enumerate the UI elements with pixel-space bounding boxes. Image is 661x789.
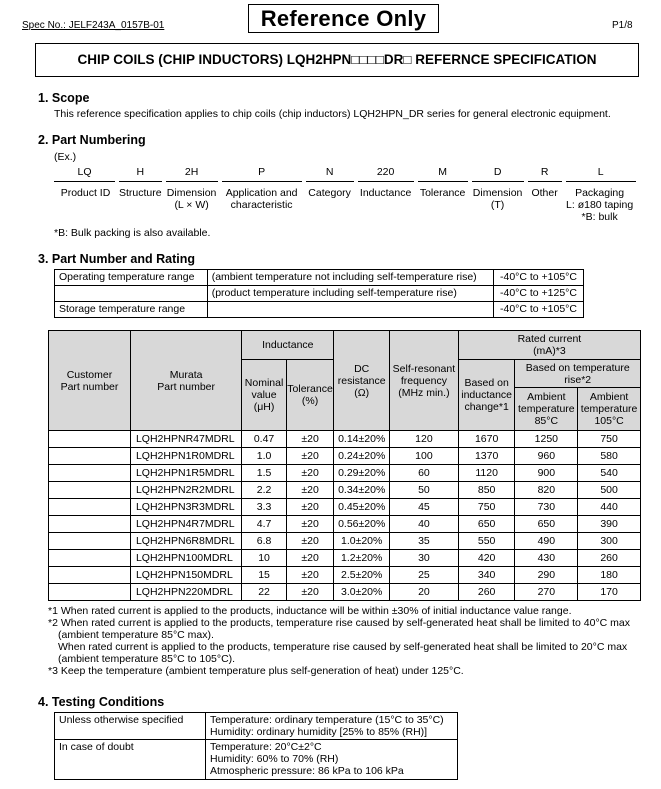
label-product-id: Product ID (60, 186, 111, 199)
header-tolerance: Tolerance (%) (286, 360, 334, 431)
murata-part-cell: LQH2HPN2R2MDRL (130, 482, 241, 499)
self-resonant-cell: 30 (390, 550, 459, 567)
note-3: *3 Keep the temperature (ambient temperature plus self-generation of heat) under 125°C. (48, 665, 464, 677)
rated-105c-cell: 500 (578, 482, 641, 499)
label-tolerance: Tolerance (419, 186, 466, 199)
nominal-cell: 4.7 (242, 516, 287, 533)
rated-85c-cell: 1250 (515, 431, 578, 448)
code-inductance: 220 (356, 166, 416, 181)
nominal-cell: 3.3 (242, 499, 287, 516)
murata-part-cell: LQH2HPN6R8MDRL (130, 533, 241, 550)
testing-label-default: Unless otherwise specified (55, 713, 206, 740)
dc-resistance-cell: 1.0±20% (334, 533, 390, 550)
dc-resistance-cell: 2.5±20% (334, 567, 390, 584)
operating-temp-desc-ambient: (ambient temperature not including self-temperature rise) (207, 270, 493, 286)
nominal-cell: 1.5 (242, 465, 287, 482)
header-based-inductance: Based on inductance change*1 (458, 360, 515, 431)
bulk-note: *B: Bulk packing is also available. (54, 227, 211, 239)
testing-default-temperature: Temperature: ordinary temperature (15°C to 35°C) (210, 714, 444, 726)
rating-row (49, 465, 641, 482)
note-1: *1 When rated current is applied to the products, inductance will be within ±30% of initial inductance value range. (48, 605, 572, 617)
code-structure: H (117, 166, 164, 181)
rating-table (48, 330, 641, 601)
storage-temp-value: -40°C to +105°C (493, 302, 583, 318)
rated-85c-cell: 730 (515, 499, 578, 516)
murata-part-cell: LQH2HPN220MDRL (130, 584, 241, 601)
murata-part-cell: LQH2HPN150MDRL (130, 567, 241, 584)
tolerance-cell: ±20 (286, 533, 334, 550)
dc-resistance-cell: 1.2±20% (334, 550, 390, 567)
dc-resistance-cell: 0.45±20% (334, 499, 390, 516)
rated-105c-cell: 170 (578, 584, 641, 601)
temperature-conditions-table (54, 269, 584, 318)
tolerance-cell: ±20 (286, 516, 334, 533)
rating-heading: 3. Part Number and Rating (38, 252, 195, 266)
rated-85c-cell: 430 (515, 550, 578, 567)
header-customer-part: Customer Part number (49, 331, 131, 431)
tolerance-cell: ±20 (286, 465, 334, 482)
rated-85c-cell: 270 (515, 584, 578, 601)
rated-105c-cell: 440 (578, 499, 641, 516)
tolerance-cell: ±20 (286, 448, 334, 465)
rated-inductance-cell: 1370 (458, 448, 515, 465)
testing-doubt-pressure: Atmospheric pressure: 86 kPa to 106 kPa (210, 765, 404, 777)
page-number: P1/8 (612, 20, 633, 31)
document-title: CHIP COILS (CHIP INDUCTORS) LQH2HPN□□□□DR□ REFERNCE SPECIFICATION (35, 43, 639, 77)
operating-temp-label: Operating temperature range (55, 270, 208, 286)
part-numbering-heading: 2. Part Numbering (38, 133, 146, 147)
header-rated-current: Rated current (mA)*3 (458, 331, 640, 360)
rated-105c-cell: 750 (578, 431, 641, 448)
scope-heading: 1. Scope (38, 91, 90, 105)
code-product-id: LQ (54, 166, 117, 181)
testing-label-doubt: In case of doubt (55, 740, 206, 780)
tolerance-cell: ±20 (286, 567, 334, 584)
operating-temp-value-product: -40°C to +125°C (493, 286, 583, 302)
customer-part-cell (49, 516, 131, 533)
self-resonant-cell: 60 (390, 465, 459, 482)
rated-85c-cell: 960 (515, 448, 578, 465)
rated-inductance-cell: 260 (458, 584, 515, 601)
rated-inductance-cell: 850 (458, 482, 515, 499)
header-murata-part: Murata Part number (130, 331, 241, 431)
murata-part-cell: LQH2HPN4R7MDRL (130, 516, 241, 533)
code-dimension-t: D (470, 166, 526, 181)
customer-part-cell (49, 533, 131, 550)
note-2: *2 When rated current is applied to the products, temperature rise caused by self-generated heat shall be limited to 40°C max (48, 617, 631, 629)
tolerance-cell: ±20 (286, 499, 334, 516)
header-ambient-105: Ambient temperature 105°C (578, 388, 641, 431)
code-dimension-lw: 2H (164, 166, 220, 181)
rating-row (49, 567, 641, 584)
rated-85c-cell: 650 (515, 516, 578, 533)
customer-part-cell (49, 550, 131, 567)
nominal-cell: 2.2 (242, 482, 287, 499)
self-resonant-cell: 100 (390, 448, 459, 465)
nominal-cell: 22 (242, 584, 287, 601)
tolerance-cell: ±20 (286, 431, 334, 448)
self-resonant-cell: 20 (390, 584, 459, 601)
header-dc-resistance: DC resistance (Ω) (334, 331, 390, 431)
rating-row (49, 584, 641, 601)
note-2-second-cont: (ambient temperature 85°C to 105°C). (58, 653, 236, 665)
header-based-temperature: Based on temperature rise*2 (515, 360, 641, 388)
rated-105c-cell: 300 (578, 533, 641, 550)
nominal-cell: 6.8 (242, 533, 287, 550)
rated-inductance-cell: 1120 (458, 465, 515, 482)
murata-part-cell: LQH2HPN1R5MDRL (130, 465, 241, 482)
rated-105c-cell: 580 (578, 448, 641, 465)
customer-part-cell (49, 482, 131, 499)
testing-conditions-table (54, 712, 458, 780)
operating-temp-desc-product: (product temperature including self-temperature rise) (207, 286, 493, 302)
nominal-cell: 1.0 (242, 448, 287, 465)
rating-row (49, 448, 641, 465)
murata-part-cell: LQH2HPN1R0MDRL (130, 448, 241, 465)
code-category: N (304, 166, 356, 181)
tolerance-cell: ±20 (286, 550, 334, 567)
testing-doubt-humidity: Humidity: 60% to 70% (RH) (210, 753, 339, 765)
label-dimension-lw: Dimension (L × W) (166, 186, 217, 211)
testing-doubt-temperature: Temperature: 20°C±2°C (210, 741, 322, 753)
label-structure: Structure (119, 186, 162, 199)
customer-part-cell (49, 584, 131, 601)
code-tolerance: M (416, 166, 470, 181)
tolerance-cell: ±20 (286, 482, 334, 499)
note-2-second: When rated current is applied to the products, temperature rise caused by self-generated heat shall be limited to 20°C max (58, 641, 628, 653)
self-resonant-cell: 50 (390, 482, 459, 499)
self-resonant-cell: 45 (390, 499, 459, 516)
scope-text: This reference specification applies to chip coils (chip inductors) LQH2HPN_DR series for general electronic equipment. (54, 108, 611, 120)
label-packaging: Packaging L: ø180 taping *B: bulk (566, 186, 634, 223)
rating-row (49, 499, 641, 516)
rating-row (49, 533, 641, 550)
rated-105c-cell: 390 (578, 516, 641, 533)
nominal-cell: 15 (242, 567, 287, 584)
storage-temp-desc (207, 302, 493, 318)
label-application: Application and characteristic (225, 186, 298, 211)
header-inductance: Inductance (242, 331, 334, 360)
self-resonant-cell: 25 (390, 567, 459, 584)
rated-inductance-cell: 1670 (458, 431, 515, 448)
customer-part-cell (49, 499, 131, 516)
tolerance-cell: ±20 (286, 584, 334, 601)
operating-temp-label-cont (55, 286, 208, 302)
rated-85c-cell: 900 (515, 465, 578, 482)
reference-only-stamp: Reference Only (248, 4, 439, 33)
rated-inductance-cell: 650 (458, 516, 515, 533)
rated-105c-cell: 540 (578, 465, 641, 482)
header-ambient-85: Ambient temperature 85°C (515, 388, 578, 431)
self-resonant-cell: 120 (390, 431, 459, 448)
dc-resistance-cell: 0.34±20% (334, 482, 390, 499)
murata-part-cell: LQH2HPN3R3MDRL (130, 499, 241, 516)
self-resonant-cell: 35 (390, 533, 459, 550)
rating-row (49, 482, 641, 499)
customer-part-cell (49, 448, 131, 465)
note-2-cont: (ambient temperature 85°C max). (58, 629, 214, 641)
rated-inductance-cell: 420 (458, 550, 515, 567)
part-numbering-example: (Ex.) (54, 151, 77, 163)
dc-resistance-cell: 0.29±20% (334, 465, 390, 482)
rating-row (49, 516, 641, 533)
header-nominal: Nominal value (μH) (242, 360, 287, 431)
self-resonant-cell: 40 (390, 516, 459, 533)
rated-85c-cell: 820 (515, 482, 578, 499)
code-application: P (220, 166, 304, 181)
rated-inductance-cell: 750 (458, 499, 515, 516)
rated-inductance-cell: 340 (458, 567, 515, 584)
testing-default-humidity: Humidity: ordinary humidity [25% to 85% (RH)] (210, 726, 428, 738)
label-category: Category (308, 186, 351, 199)
label-other: Other (531, 186, 558, 199)
storage-temp-label: Storage temperature range (55, 302, 208, 318)
dc-resistance-cell: 0.14±20% (334, 431, 390, 448)
rating-notes (48, 605, 648, 677)
operating-temp-value-ambient: -40°C to +105°C (493, 270, 583, 286)
nominal-cell: 10 (242, 550, 287, 567)
rating-row (49, 431, 641, 448)
rated-inductance-cell: 550 (458, 533, 515, 550)
customer-part-cell (49, 567, 131, 584)
dc-resistance-cell: 0.24±20% (334, 448, 390, 465)
spec-number: Spec No.: JELF243A_0157B-01 (22, 20, 165, 31)
rated-85c-cell: 490 (515, 533, 578, 550)
part-numbering-table (54, 166, 636, 223)
murata-part-cell: LQH2HPNR47MDRL (130, 431, 241, 448)
label-inductance: Inductance (359, 186, 412, 199)
dc-resistance-cell: 3.0±20% (334, 584, 390, 601)
customer-part-cell (49, 431, 131, 448)
code-other: R (526, 166, 564, 181)
testing-heading: 4. Testing Conditions (38, 695, 165, 709)
rated-105c-cell: 260 (578, 550, 641, 567)
label-dimension-t: Dimension (T) (472, 186, 523, 211)
nominal-cell: 0.47 (242, 431, 287, 448)
murata-part-cell: LQH2HPN100MDRL (130, 550, 241, 567)
dc-resistance-cell: 0.56±20% (334, 516, 390, 533)
code-packaging: L (564, 166, 636, 181)
rated-105c-cell: 180 (578, 567, 641, 584)
header-self-resonant: Self-resonant frequency (MHz min.) (390, 331, 459, 431)
rating-row (49, 550, 641, 567)
rated-85c-cell: 290 (515, 567, 578, 584)
customer-part-cell (49, 465, 131, 482)
